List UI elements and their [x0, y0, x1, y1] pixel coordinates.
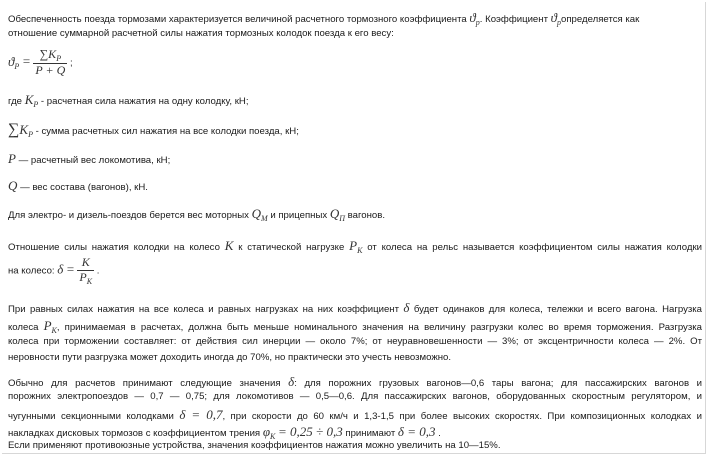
- intro-line-2: отношение суммарной расчетной силы нажатия тормозных колодок поезда к его весу:: [8, 28, 394, 39]
- para4-line-2: порожних электропоездов — 0,7 — 0,75; для локомотивов — 0,5—0,6. Для пассажирских вагонов, оборудованных скоростным регулятором, и: [8, 391, 702, 402]
- theta-symbol: $ϑ_p$: [469, 10, 480, 27]
- text: и прицепных: [270, 210, 328, 221]
- text: определяется как: [561, 14, 640, 25]
- phi-symbol: $\varphi_K$: [262, 424, 276, 441]
- text: к статической нагрузке: [238, 242, 345, 253]
- pk-symbol: $P_K$: [349, 238, 363, 255]
- document-page: [2, 2, 706, 454]
- phi-value: = 0,25 ÷ 0,3: [278, 424, 343, 439]
- para4-line-5: Если применяют противоюзные устройства, значения коэффициентов нажатия можно увеличить на 10—15%.: [8, 440, 501, 451]
- text: вагонов.: [347, 210, 386, 221]
- semicolon: ;: [69, 57, 73, 69]
- delta-symbol: δ: [288, 374, 295, 389]
- para3-line-1: При равных силах нажатия на все колеса и равных нагрузках на них коэффициент δ будет одинаков для колеса, тележки и всего вагона. Нагрузка: [8, 300, 703, 315]
- para4-line-1: Обычно для расчетов принимают следующие значения δ: для порожних грузовых вагонов—0,6 тары вагона; для пассажирских вагонов и: [8, 374, 702, 389]
- intro-line-1: [8, 10, 639, 28]
- period: .: [96, 265, 100, 277]
- text: на колесо:: [8, 265, 55, 277]
- text: Обеспеченность поезда тормозами характеризуется величиной расчетного тормозного коэффициента: [8, 14, 467, 25]
- text: - расчетная сила нажатия на одну колодку, кН;: [40, 96, 249, 107]
- equals-sign: =: [21, 53, 31, 69]
- numerator: K: [77, 256, 94, 271]
- p-symbol: P: [8, 151, 16, 166]
- k-symbol: K: [224, 238, 234, 253]
- text: - сумма расчетных сил нажатия на все колодки поезда, кН;: [35, 126, 299, 137]
- kp-symbol: $K_P$: [24, 92, 39, 109]
- text: где: [8, 96, 23, 107]
- p-definition: [8, 151, 170, 167]
- text: Отношение силы нажатия колодки на колесо: [8, 242, 220, 253]
- para3-line-2: колеса $P_K$, принимаемая в расчетах, должна быть меньше номинального значения на величину разгрузки колес во время торможения. Разгрузка: [8, 318, 702, 335]
- pk-symbol: $P_K$: [43, 318, 57, 335]
- q-symbol: Q: [8, 178, 18, 193]
- qm-symbol: $Q_M$: [251, 206, 268, 223]
- formula-lhs: $ϑ_P$: [8, 53, 20, 71]
- qp-symbol: $Q_П$: [329, 206, 345, 223]
- formula-brake-coefficient: [8, 48, 73, 78]
- text: — вес состава (вагонов), кН.: [20, 182, 148, 193]
- text: Для электро- и дизель-поездов берется вес моторных: [8, 210, 249, 221]
- sum-symbol: $\sum K_P$: [8, 121, 33, 139]
- para3-line-3: колеса при торможении составляет: от действия сил инерции — около 7%; от неуравновешенности — 3%; от эксцентричности колеса — 2%. От: [8, 336, 702, 347]
- ratio-line: [8, 238, 702, 256]
- where-line: [8, 92, 249, 110]
- para4-line-3: чугунными секционными колодками δ = 0,7, при скорости до 60 км/ч и 1,3-1,5 при более высоких скоростях. При композиционных колодках и: [8, 407, 702, 422]
- delta-symbol: δ: [403, 300, 410, 315]
- delta-symbol: δ: [57, 261, 64, 277]
- text: от колеса на рельс называется коэффициентом силы нажатия колодки: [367, 242, 703, 253]
- delta-value: δ = 0,3: [397, 424, 436, 439]
- text: — расчетный вес локомотива, кН;: [18, 155, 171, 166]
- denominator: P + Q: [35, 63, 66, 78]
- para4-line-4: накладках дисковых тормозов с коэффициентом трения $\varphi_K = 0,25 \div 0,3$ принимают δ = 0,3 .: [8, 424, 441, 441]
- text: . Коэффициент: [479, 14, 548, 25]
- fraction: [77, 256, 94, 286]
- denominator: $P_K$: [79, 269, 93, 286]
- para3-line-4: неровности пути разгрузка может доходить иногда до 70%, но практически это учесть невозможно.: [8, 352, 452, 363]
- motor-line: [8, 206, 385, 224]
- fraction: [33, 48, 67, 78]
- equals-sign: =: [65, 261, 75, 277]
- theta-symbol: $ϑ_p$: [550, 10, 562, 27]
- delta-value: δ = 0,7: [179, 407, 223, 422]
- formula-delta: [8, 256, 99, 286]
- q-definition: [8, 178, 148, 194]
- numerator: $\sum K_P$: [33, 48, 67, 64]
- sum-line: [8, 120, 299, 140]
